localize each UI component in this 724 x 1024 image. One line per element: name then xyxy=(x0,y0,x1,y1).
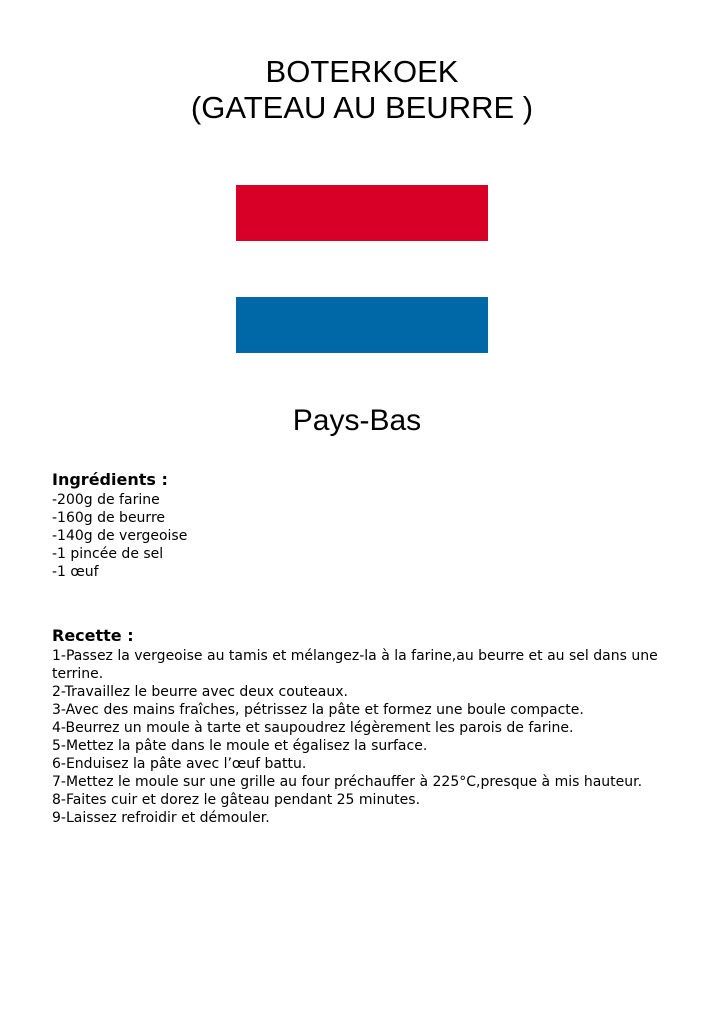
recipe-step: 6-Enduisez la pâte avec l’œuf battu. xyxy=(52,756,307,772)
flag-stripe-blue xyxy=(236,297,488,353)
recipe-step: 9-Laissez refroidir et démouler. xyxy=(52,810,270,826)
ingredient-item: -1 pincée de sel xyxy=(52,546,164,562)
recipe-step: 5-Mettez la pâte dans le moule et égalisez la surface. xyxy=(52,738,428,754)
recipe-step: 7-Mettez le moule sur une grille au four préchauffer à 225°C,presque à mis hauteur. xyxy=(52,774,643,790)
netherlands-flag xyxy=(236,185,488,353)
recipe-step: 4-Beurrez un moule à tarte et saupoudrez légèrement les parois de farine. xyxy=(52,720,574,736)
flag-stripe-red xyxy=(236,185,488,241)
recipe-step: 2-Travaillez le beurre avec deux couteaux. xyxy=(52,684,348,700)
ingredient-item: -140g de vergeoise xyxy=(52,528,188,544)
recipe-steps-list xyxy=(52,647,692,827)
recipe-step: 8-Faites cuir et dorez le gâteau pendant 25 minutes. xyxy=(52,792,421,808)
ingredient-item: -200g de farine xyxy=(52,492,160,508)
ingredient-item: -1 œuf xyxy=(52,564,99,580)
flag-stripe-white xyxy=(236,241,488,297)
recipe-step: 3-Avec des mains fraîches, pétrissez la pâte et formez une boule compacte. xyxy=(52,702,584,718)
page-title-line-1: BOTERKOEK xyxy=(265,54,459,89)
ingredients-list xyxy=(52,491,187,581)
recipe-heading: Recette : xyxy=(52,626,134,645)
ingredients-heading: Ingrédients : xyxy=(52,470,168,489)
recipe-step: 1-Passez la vergeoise au tamis et mélangez-la à la farine,au beurre et au sel dans une terrine. xyxy=(52,648,658,682)
country-name: Pays-Bas xyxy=(292,404,422,437)
page-title-line-2: (GATEAU AU BEURRE ) xyxy=(190,90,534,125)
ingredient-item: -160g de beurre xyxy=(52,510,166,526)
